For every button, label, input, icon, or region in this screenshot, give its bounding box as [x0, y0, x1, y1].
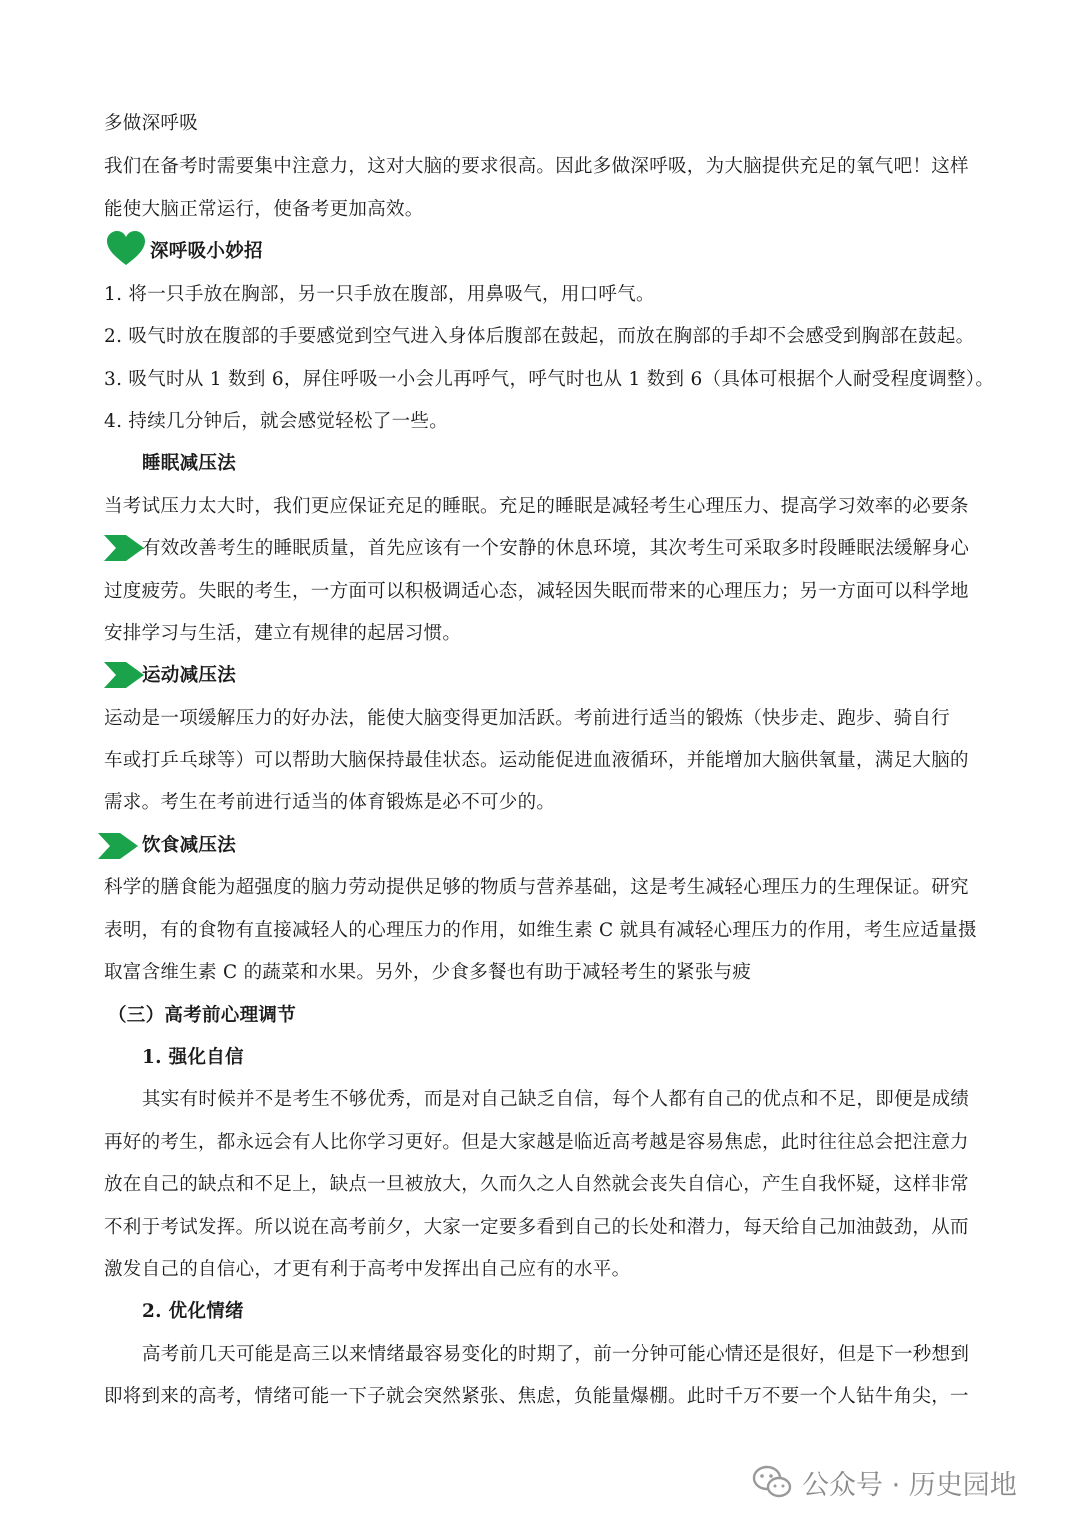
- paragraph-line: 科学的膳食能为超强度的脑力劳动提供足够的物质与营养基础，这是考生减轻心理压力的生理保证。研究: [104, 877, 969, 898]
- paragraph-line: 需求。考生在考前进行适当的体育锻炼是必不可少的。: [104, 792, 556, 813]
- heading-sleep: 睡眠减压法: [142, 453, 237, 474]
- paragraph-line: 其实有时候并不是考生不够优秀，而是对自己缺乏自信，每个人都有自己的优点和不足，即便是成绩: [142, 1089, 970, 1110]
- heading-diet: 饮食减压法: [142, 835, 237, 856]
- paragraph-line: 放在自己的缺点和不足上，缺点一旦被放大，久而久之人自然就会丧失自信心，产生自我怀疑，这样非常: [104, 1174, 969, 1195]
- heart-icon: [106, 231, 146, 267]
- paragraph-line: 能使大脑正常运行，使备考更加高效。: [104, 199, 424, 220]
- arrow-right-icon: [104, 658, 144, 692]
- paragraph-line: 再好的考生，都永远会有人比你学习更好。但是大家越是临近高考越是容易焦虑，此时往往总会把注意力: [104, 1132, 969, 1153]
- heading-deep-breath: 多做深呼吸: [104, 113, 199, 134]
- step-item: 4. 持续几分钟后，就会感觉轻松了一些。: [104, 411, 449, 432]
- paragraph-line: 即将到来的高考，情绪可能一下子就会突然紧张、焦虑，负能量爆棚。此时千万不要一个人钻牛角尖，一: [104, 1386, 969, 1407]
- heading-sport: 运动减压法: [142, 665, 237, 686]
- paragraph-line: 取富含维生素 C 的蔬菜和水果。另外，少食多餐也有助于减轻考生的紧张与疲: [104, 962, 752, 983]
- heading-breath-tips: 深呼吸小妙招: [150, 241, 263, 262]
- arrow-right-icon: [98, 829, 138, 863]
- subheading-confidence: 1. 强化自信: [142, 1047, 244, 1068]
- paragraph-line: 安排学习与生活，建立有规律的起居习惯。: [104, 623, 462, 644]
- step-item: 3. 吸气时从 1 数到 6，屏住呼吸一小会儿再呼气，呼气时也从 1 数到 6（具体可根据个人耐受程度调整）。: [104, 369, 995, 390]
- paragraph-line: 表明，有的食物有直接减轻人的心理压力的作用，如维生素 C 就具有减轻心理压力的作用，考生应适量摄: [104, 920, 977, 941]
- paragraph-line: 运动是一项缓解压力的好办法，能使大脑变得更加活跃。考前进行适当的锻炼（快步走、跑步、骑自行: [104, 708, 951, 729]
- paragraph-line: 我们在备考时需要集中注意力，这对大脑的要求很高。因此多做深呼吸，为大脑提供充足的氧气吧！这样: [104, 156, 969, 177]
- paragraph-line: 有效改善考生的睡眠质量，首先应该有一个安静的休息环境，其次考生可采取多时段睡眠法缓解身心: [142, 538, 970, 559]
- section-heading: （三）高考前心理调节: [108, 1005, 297, 1026]
- step-item: 2. 吸气时放在腹部的手要感觉到空气进入身体后腹部在鼓起，而放在胸部的手却不会感受到胸部在鼓起。: [104, 326, 975, 347]
- wechat-icon: [752, 1464, 792, 1500]
- step-item: 1. 将一只手放在胸部，另一只手放在腹部，用鼻吸气，用口呼气。: [104, 284, 655, 305]
- paragraph-line: 高考前几天可能是高三以来情绪最容易变化的时期了，前一分钟可能心情还是很好，但是下一秒想到: [142, 1344, 970, 1365]
- paragraph-line: 激发自己的自信心，才更有利于高考中发挥出自己应有的水平。: [104, 1259, 631, 1280]
- subheading-mood: 2. 优化情绪: [142, 1301, 244, 1322]
- watermark: [752, 1462, 1017, 1502]
- paragraph-line: 过度疲劳。失眠的考生，一方面可以积极调适心态，减轻因失眠而带来的心理压力；另一方面可以科学地: [104, 581, 969, 602]
- paragraph-line: 当考试压力太大时，我们更应保证充足的睡眠。充足的睡眠是减轻考生心理压力、提高学习效率的必要条: [104, 496, 969, 517]
- paragraph-line: 不利于考试发挥。所以说在高考前夕，大家一定要多看到自己的长处和潜力，每天给自己加油鼓劲，从而: [104, 1217, 969, 1238]
- arrow-right-icon: [104, 531, 144, 565]
- watermark-text: 公众号 · 历史园地: [802, 1469, 1017, 1501]
- paragraph-line: 车或打乒乓球等）可以帮助大脑保持最佳状态。运动能促进血液循环，并能增加大脑供氧量，满足大脑的: [104, 750, 969, 771]
